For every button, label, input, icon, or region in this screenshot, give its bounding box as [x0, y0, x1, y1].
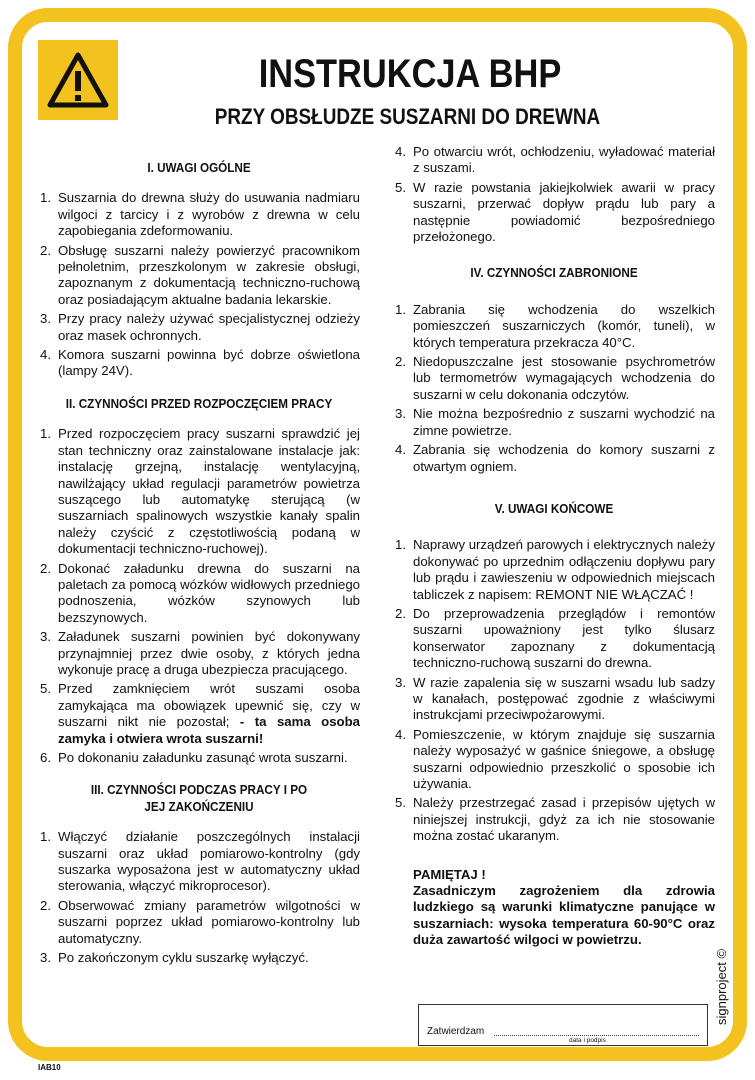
approval-label: Zatwierdzam — [427, 1026, 485, 1037]
section-list — [38, 426, 360, 766]
section-heading: IV. CZYNNOŚCI ZABRONIONE — [470, 265, 638, 281]
list-item: 5. W razie powstania jakiejkolwiek awarii w pracy suszarni, przerwać dopływ prądu lub pary a następnie powiadomić bezpośredniego przełożonego. — [395, 179, 715, 245]
section-list — [393, 302, 715, 475]
list-item: 3. Przy pracy należy używać specjalistycznej odzieży oraz masek ochronnych. — [40, 311, 360, 343]
approval-sub-label: data i podpis — [569, 1037, 606, 1044]
memo-box — [393, 867, 715, 949]
list-item: 4. Po otwarciu wrót, ochłodzeniu, wyładować materiał z suszami. — [395, 144, 715, 176]
list-item: 2. Niedopuszczalne jest stosowanie psychrometrów lub termometrów wymagających wchodzenia do suszarni w celu dokonania odczytów. — [395, 354, 715, 402]
list-item: 5. Przed zamknięciem wrót suszami osoba zamykająca ma obowiązek upewnić się, czy w suszarni nikt nie pozostał; - ta sama osoba zamyka i otwiera wrota suszarni! — [40, 681, 360, 746]
list-item: 1. Zabrania się wchodzenia do wszelkich pomieszczeń suszarniczych (komór, tuneli), w których temperatura przekracza 40°C. — [395, 301, 715, 350]
list-item: 2. Do przeprowadzenia przeglądów i remontów suszarni upoważniony jest tylko ślusarz konserwator zapoznany z dokumentacją techniczno-ruchową suszarni do drewna. — [395, 605, 715, 671]
list-item: 2. Dokonać załadunku drewna do suszarni na paletach za pomocą wózków widłowych przedniego podnoszenia, wózków szynowych lub bezszynowych. — [40, 560, 360, 625]
section-list — [393, 537, 715, 844]
brand-label: signproject © — [714, 948, 729, 1025]
list-item: 4. Zabrania się wchodzenia do komory suszarni z otwartym ogniem. — [395, 442, 715, 474]
list-item: 1. Suszarnia do drewna służy do usuwania nadmiaru wilgoci z tarcicy i z wyrobów z drewna w celu zapobiegania zdeformowaniu. — [40, 190, 360, 239]
section-list — [38, 190, 360, 379]
section-heading: I. UWAGI OGÓLNE — [147, 160, 251, 175]
list-item: 1. Włączyć działanie poszczególnych instalacji suszarni oraz układ pomiarowo-kontrolny (gdy suszarka wyposażona jest w automatyczny układ sterowania, włączyć mikroprocesor). — [40, 829, 360, 894]
section-heading: II. CZYNNOŚCI PRZED ROZPOCZĘCIEM PRACY — [65, 395, 333, 411]
left-column — [38, 160, 360, 969]
list-item: 1. Naprawy urządzeń parowych i elektrycznych należy dokonywać po uprzednim odłączeniu dopływu pary lub prądu i zawieszeniu w odpowiednich miejscach tabliczek z napisem: REMONT NIE WŁĄCZAĆ ! — [395, 537, 715, 602]
list-item: 5. Należy przestrzegać zasad i przepisów ujętych w niniejszej instrukcji, gdyż za ich nie stosowanie można zostać ukaranym. — [395, 795, 715, 844]
list-item: 3. Załadunek suszarni powinien być dokonywany przynajmniej przez dwie osoby, z których jedna wykonuje pracę a druga ubezpiecza pracującego. — [40, 629, 360, 677]
section-list — [38, 829, 360, 966]
list-item: 3. Nie można bezpośrednio z suszarni wychodzić na zimne powietrze. — [395, 406, 715, 438]
warning-triangle-icon — [46, 51, 110, 109]
memo-heading: PAMIĘTAJ ! — [413, 866, 486, 882]
list-item: 3. Po zakończonym cyklu suszarkę wyłączyć. — [40, 950, 309, 966]
list-item: 3. W razie zapalenia się w suszarni wsadu lub sadzy w kanałach, postępować zgodnie z właściwymi instrukcjami przeciwpożarowymi. — [395, 674, 715, 723]
list-item: 4. Pomieszczenie, w którym znajduje się suszarnia należy wyposażyć w gaśnice śniegowe, a obsługę suszarni odpowiednio przeszkolić o sposobie ich używania. — [395, 726, 715, 791]
section-heading: III. CZYNNOŚCI PODCZAS PRACY I PO JEJ ZAKOŃCZENIU — [90, 782, 308, 814]
section-list — [393, 144, 715, 245]
list-item: 2. Obserwować zmiany parametrów wilgotności w suszarni poprzez układ pomiarowo-kontrolny lub automatyczny. — [40, 897, 360, 946]
signature-line — [494, 1035, 699, 1036]
warning-box — [38, 40, 118, 120]
approval-box — [418, 1004, 708, 1046]
list-item: 1. Przed rozpoczęciem pracy suszarni sprawdzić jej stan techniczny oraz zainstalowane instalacje jak: instalację grzejną, instalację wentylacyjną, nawilżający układ regulacji parametrów powietrza suszącego lub automatykę sterującą (w suszarniach spalinowych wszystkie kanały spalin należy czyścić z częstotliwością podaną w dokumentacji techniczno-ruchowej). — [40, 426, 360, 557]
list-item: 2. Obsługę suszarni należy powierzyć pracownikom pełnoletnim, przeszkolonym w zakresie obsługi, zapoznanym z dokumentacją techniczno-ruchową oraz posiadającym aktualne badania lekarskie. — [40, 242, 360, 307]
product-code: IAB10 — [38, 1063, 61, 1072]
page-title: INSTRUKCJA BHP — [258, 52, 562, 96]
right-column — [393, 144, 715, 949]
memo-text: Zasadniczym zagrożeniem dla zdrowia ludzkiego są warunki klimatyczne panujące w suszarniach: wysoka temperatura 60-90°C oraz duża zawartość wilgoci w powietrzu. — [413, 883, 715, 948]
list-item: 6. Po dokonaniu załadunku zasunąć wrota suszarni. — [40, 750, 348, 765]
list-item: 4. Komora suszarni powinna być dobrze oświetlona (lampy 24V). — [40, 347, 360, 379]
section-heading: V. UWAGI KOŃCOWE — [494, 500, 614, 516]
page-subtitle: PRZY OBSŁUDZE SUSZARNI DO DREWNA — [214, 104, 601, 129]
